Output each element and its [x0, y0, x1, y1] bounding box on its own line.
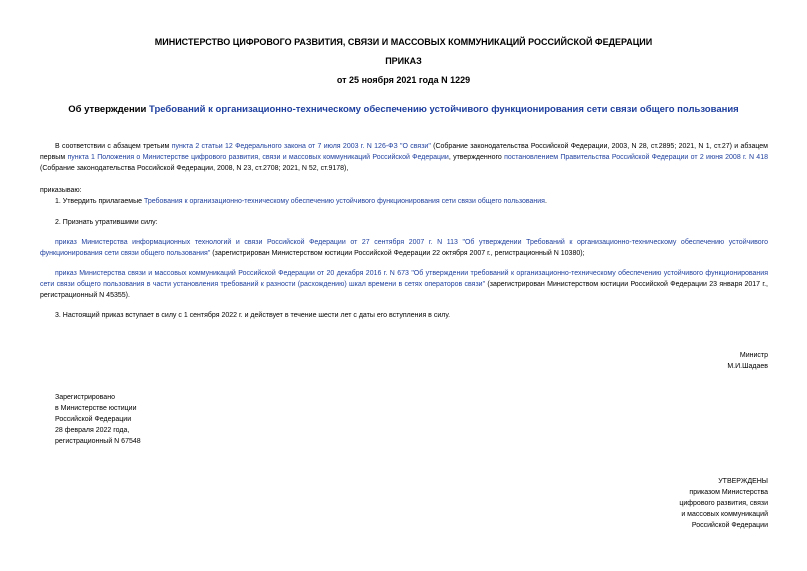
- order-673-registration: (зарегистрирован Министерством юстиции Российской Федерации 23 января 2017 г., регистрационный N 45355).: [40, 281, 768, 299]
- approved-line-2: приказом Министерства: [689, 489, 768, 496]
- preamble-text-2: (Собрание законодательства Российской Федерации, 2003, N 28, ст.2895; 2021, N 1, ст.27) и абзацем первым: [40, 143, 768, 161]
- order-113-registration: (зарегистрирован Министерством юстиции Российской Федерации 22 октября 2007 г., регистрационный N 10380);: [210, 250, 585, 257]
- item-3: 3. Настоящий приказ вступает в силу с 1 сентября 2022 г. и действует в течение шести лет с даты его вступления в силу.: [55, 312, 451, 319]
- approved-line-3: цифрового развития, связи: [679, 500, 768, 507]
- registration-line-3: Российской Федерации: [55, 416, 132, 423]
- subject-prefix: Об утверждении: [68, 104, 149, 115]
- item-1: [55, 196, 768, 207]
- doc-type-heading: ПРИКАЗ: [385, 56, 422, 66]
- ministry-regulation-link[interactable]: пункта 1 Положения о Министерстве цифрового развития, связи и массовых коммуникаций Российской Федерации: [67, 154, 449, 161]
- signature-name: М.И.Шадаев: [727, 363, 768, 370]
- ministry-heading: МИНИСТЕРСТВО ЦИФРОВОГО РАЗВИТИЯ, СВЯЗИ И МАССОВЫХ КОММУНИКАЦИЙ РОССИЙСКОЙ ФЕДЕРАЦИИ: [154, 37, 653, 47]
- government-resolution-link[interactable]: постановлением Правительства Российской Федерации от 2 июня 2008 г. N 418: [504, 154, 768, 161]
- repeal-order-113: [40, 237, 768, 259]
- subject-requirements-link[interactable]: Требований к организационно-техническому обеспечению устойчивого функционирования сети связи общего пользования: [149, 104, 739, 115]
- approved-line-4: и массовых коммуникаций: [681, 511, 768, 518]
- subject-heading: [0, 104, 807, 116]
- item-1-text: 1. Утвердить прилагаемые: [55, 198, 144, 205]
- item-2: 2. Признать утратившими силу:: [55, 219, 158, 226]
- preamble-text-3: , утвержденного: [448, 154, 505, 161]
- law-126fz-link[interactable]: пункта 2 статьи 12 Федерального закона от 7 июля 2003 г. N 126-ФЗ "О связи": [171, 143, 431, 150]
- registration-block: [55, 392, 141, 447]
- item-1-end: .: [544, 198, 547, 205]
- registration-line-5: регистрационный N 67548: [55, 438, 141, 445]
- signature-title: Министр: [739, 352, 768, 359]
- repeal-order-673: [40, 268, 768, 301]
- signature-block: [727, 350, 768, 372]
- registration-line-1: Зарегистрировано: [55, 394, 115, 401]
- approved-line-5: Российской Федерации: [691, 522, 768, 529]
- approved-block: [679, 476, 768, 531]
- registration-line-2: в Министерстве юстиции: [55, 405, 137, 412]
- order-word: приказываю:: [40, 187, 82, 194]
- approved-line-1: УТВЕРЖДЕНЫ: [718, 478, 768, 485]
- item-1-requirements-link[interactable]: Требования к организационно-техническому обеспечению устойчивого функционирования сети связи общего пользования: [143, 198, 545, 205]
- preamble-text-1: В соответствии с абзацем третьим: [55, 143, 172, 150]
- preamble-paragraph: [40, 141, 768, 174]
- doc-date-heading: от 25 ноября 2021 года N 1229: [336, 75, 471, 85]
- order-673-link[interactable]: приказ Министерства связи и массовых коммуникаций Российской Федерации от 20 декабря 2016 г. N 673 "Об утверждении требований к организационно-техническому обеспечению устойчивого функционирования сети связи общего пользования в части установления требований к разности (расхождению) шкал времени в сетях операторов связи": [40, 270, 768, 288]
- registration-line-4: 28 февраля 2022 года,: [55, 427, 130, 434]
- preamble-text-4: (Собрание законодательства Российской Федерации, 2008, N 23, ст.2708; 2021, N 52, ст.9178),: [40, 165, 349, 172]
- order-113-link[interactable]: приказ Министерства информационных технологий и связи Российской Федерации от 27 сентября 2007 г. N 113 "Об утверждении Требований к организационно-техническому обеспечению устойчивого функционирования сети связи общего пользования": [40, 239, 768, 257]
